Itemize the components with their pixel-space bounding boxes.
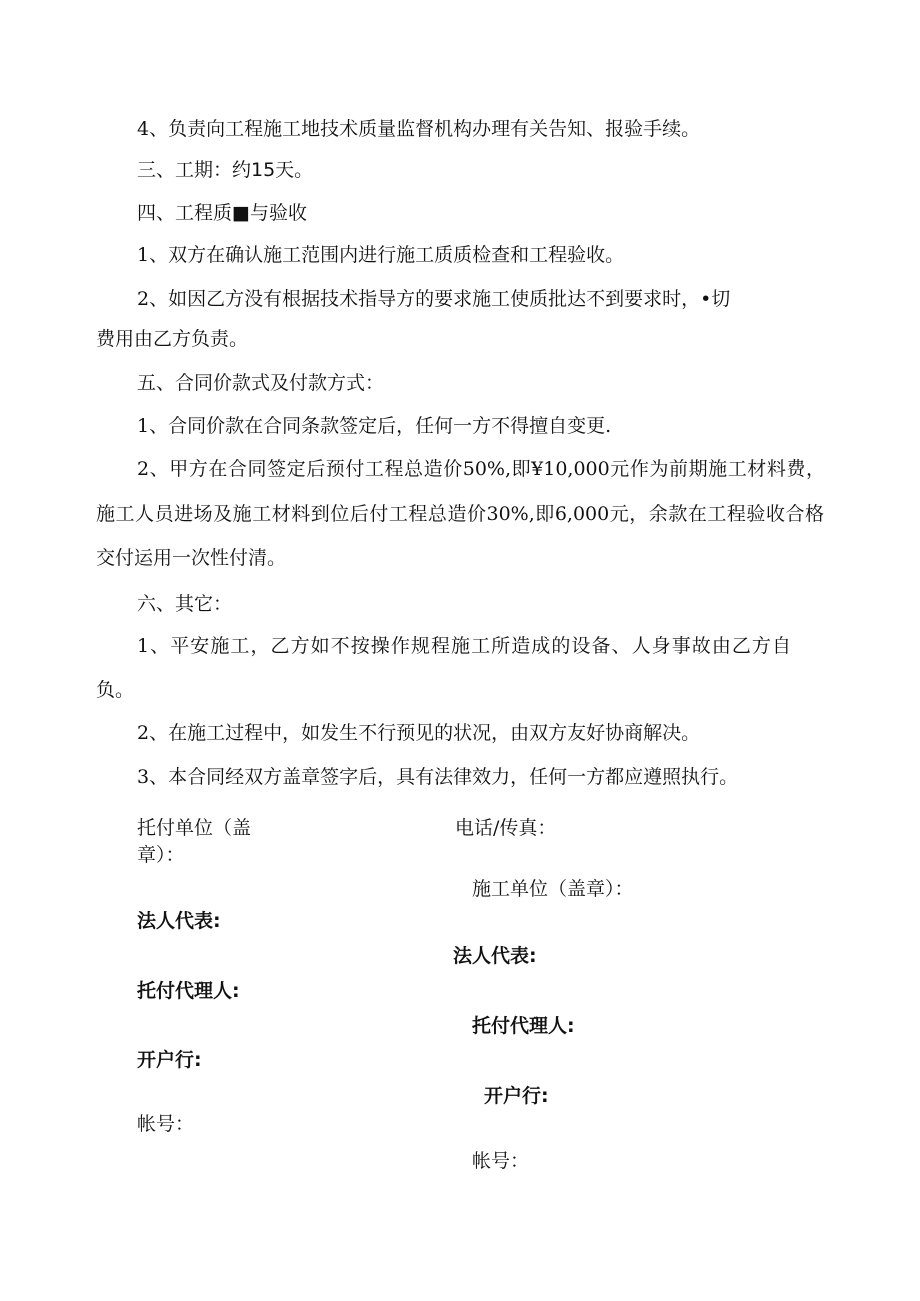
right-account-label: 帐号： <box>472 1150 530 1172</box>
section-4-item-1: 1、双方在确认施工范围内进行施工质质检查和工程验收。 <box>137 244 625 266</box>
entrusting-unit-label-line-2: 章）： <box>137 844 185 866</box>
section-5-item-1: 1、合同价款在合同条款签定后，任何一方不得擅自变更. <box>137 415 612 437</box>
section-4-item-2-line-1: 2、如因乙方没有根据技术指导方的要求施工使质批达不到要求时，•切 <box>137 288 731 310</box>
section-3-schedule: 三、工期：约15天。 <box>137 159 314 181</box>
construction-unit-label: 施工单位（盖章）： <box>472 878 634 900</box>
phone-fax-label: 电话/传真： <box>455 817 557 839</box>
right-bank-label: 开户行: <box>484 1085 549 1107</box>
left-account-label: 帐号： <box>137 1113 195 1135</box>
left-legal-rep-label: 法人代表: <box>137 910 221 932</box>
section-5-item-2-line-3: 交付运用一次性付清。 <box>96 547 287 569</box>
right-legal-rep-label: 法人代表: <box>453 945 537 967</box>
clause-item-4: 4、负责向工程施工地技术质量监督机构办理有关告知、报验手续。 <box>137 118 701 140</box>
section-6-item-3: 3、本合同经双方盖章签字后，具有法律效力，任何一方都应遵照执行。 <box>137 766 739 788</box>
right-agent-label: 托付代理人: <box>472 1015 575 1037</box>
section-5-title: 五、合同价款式及付款方式： <box>137 372 385 394</box>
section-5-item-2-line-1: 2、甲方在合同签定后预付工程总造价50%,即¥10,000元作为前期施工材料费， <box>137 458 825 480</box>
section-4-item-2-line-2: 费用由乙方负责。 <box>96 328 249 350</box>
section-6-item-1-line-2: 负。 <box>96 679 135 701</box>
section-6-item-2: 2、在施工过程中，如发生不行预见的状况，由双方友好协商解决。 <box>137 722 701 744</box>
section-6-title: 六、其它： <box>137 593 233 615</box>
left-bank-label: 开户行: <box>137 1049 202 1071</box>
section-6-item-1-line-1: 1、平安施工，乙方如不按操作规程施工所造成的设备、人身事故由乙方自 <box>137 635 791 657</box>
left-agent-label: 托付代理人: <box>137 980 240 1002</box>
entrusting-unit-label-line-1: 托付单位（盖 <box>137 817 252 839</box>
section-4-title: 四、工程质■与验收 <box>137 202 307 224</box>
section-5-item-2-line-2: 施工人员进场及施工材料到位后付工程总造价30%,即6,000元，余款在工程验收合格 <box>96 503 824 525</box>
